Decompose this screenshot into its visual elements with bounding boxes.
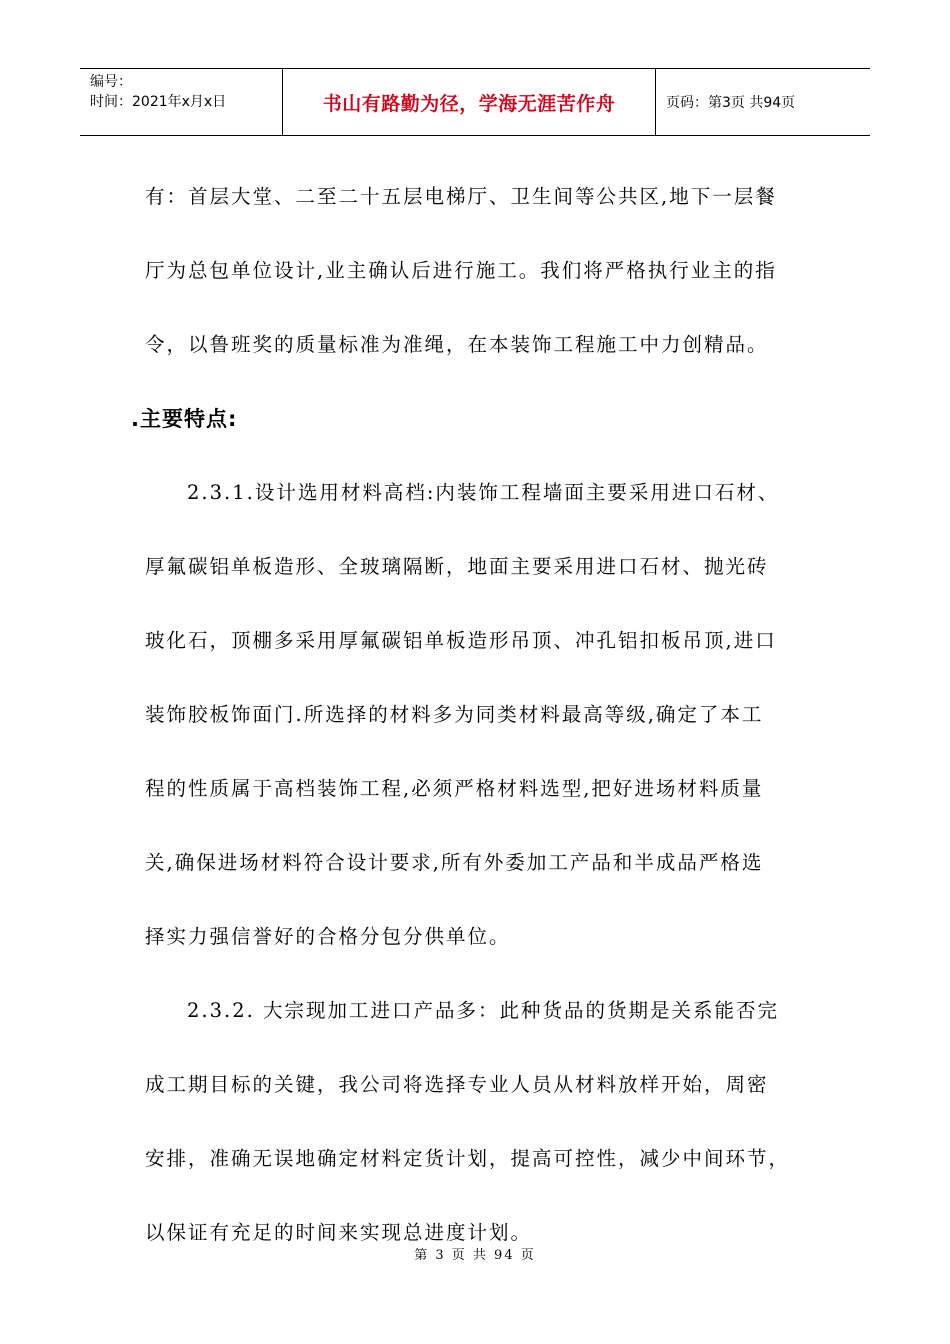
header-page-info: 页码：第3页 共94页 [666,95,796,111]
page-footer: 第 3 页 共 94 页 [414,1248,536,1263]
paragraph-line: 程的性质属于高档装饰工程,必须严格材料选型,把好进场材料质量 [145,777,764,800]
document-body [131,160,825,1270]
paragraph-line: 2.3.2. 大宗现加工进口产品多：此种货品的货期是关系能否完 [187,999,780,1022]
header-meta [80,69,282,135]
paragraph-line: 成工期目标的关键，我公司将选择专业人员从材料放样开始，周密 [145,1073,769,1096]
paragraph-line: 择实力强信誉好的合格分包分供单位。 [145,925,511,948]
body-line: 令，以鲁班奖的质量标准为准绳，在本装饰工程施工中力创精品。 [145,333,769,356]
paragraph-line: 关,确保进场材料符合设计要求,所有外委加工产品和半成品严格选 [145,851,764,874]
body-line: 厅为总包单位设计,业主确认后进行施工。我们将严格执行业主的指 [145,259,777,282]
paragraph-line: 玻化石，顶棚多采用厚氟碳铝单板造形吊顶、冲孔铝扣板吊顶,进口 [145,629,777,652]
section-heading: .主要特点: [131,407,238,431]
paragraph-line: 安排，准确无误地确定材料定货计划，提高可控性，减少中间环节， [145,1147,791,1170]
paragraph-line: 厚氟碳铝单板造形、全玻璃隔断，地面主要采用进口石材、抛光砖 [145,555,769,578]
document-number-label: 编号： [90,74,132,90]
paragraph-line: 以保证有充足的时间来实现总进度计划。 [145,1221,533,1244]
document-time-label: 时间：2021年x月x日 [90,94,227,110]
paragraph-line: 装饰胶板饰面门.所选择的材料多为同类材料最高等级,确定了本工 [145,703,764,726]
paragraph-line: 2.3.1.设计选用材料高档:内装饰工程墙面主要采用进口石材、 [187,481,780,504]
header-motto: 书山有路勤为径，学海无涯苦作舟 [282,69,656,135]
page-header [80,68,870,136]
body-line: 有：首层大堂、二至二十五层电梯厅、卫生间等公共区,地下一层餐 [145,185,777,208]
